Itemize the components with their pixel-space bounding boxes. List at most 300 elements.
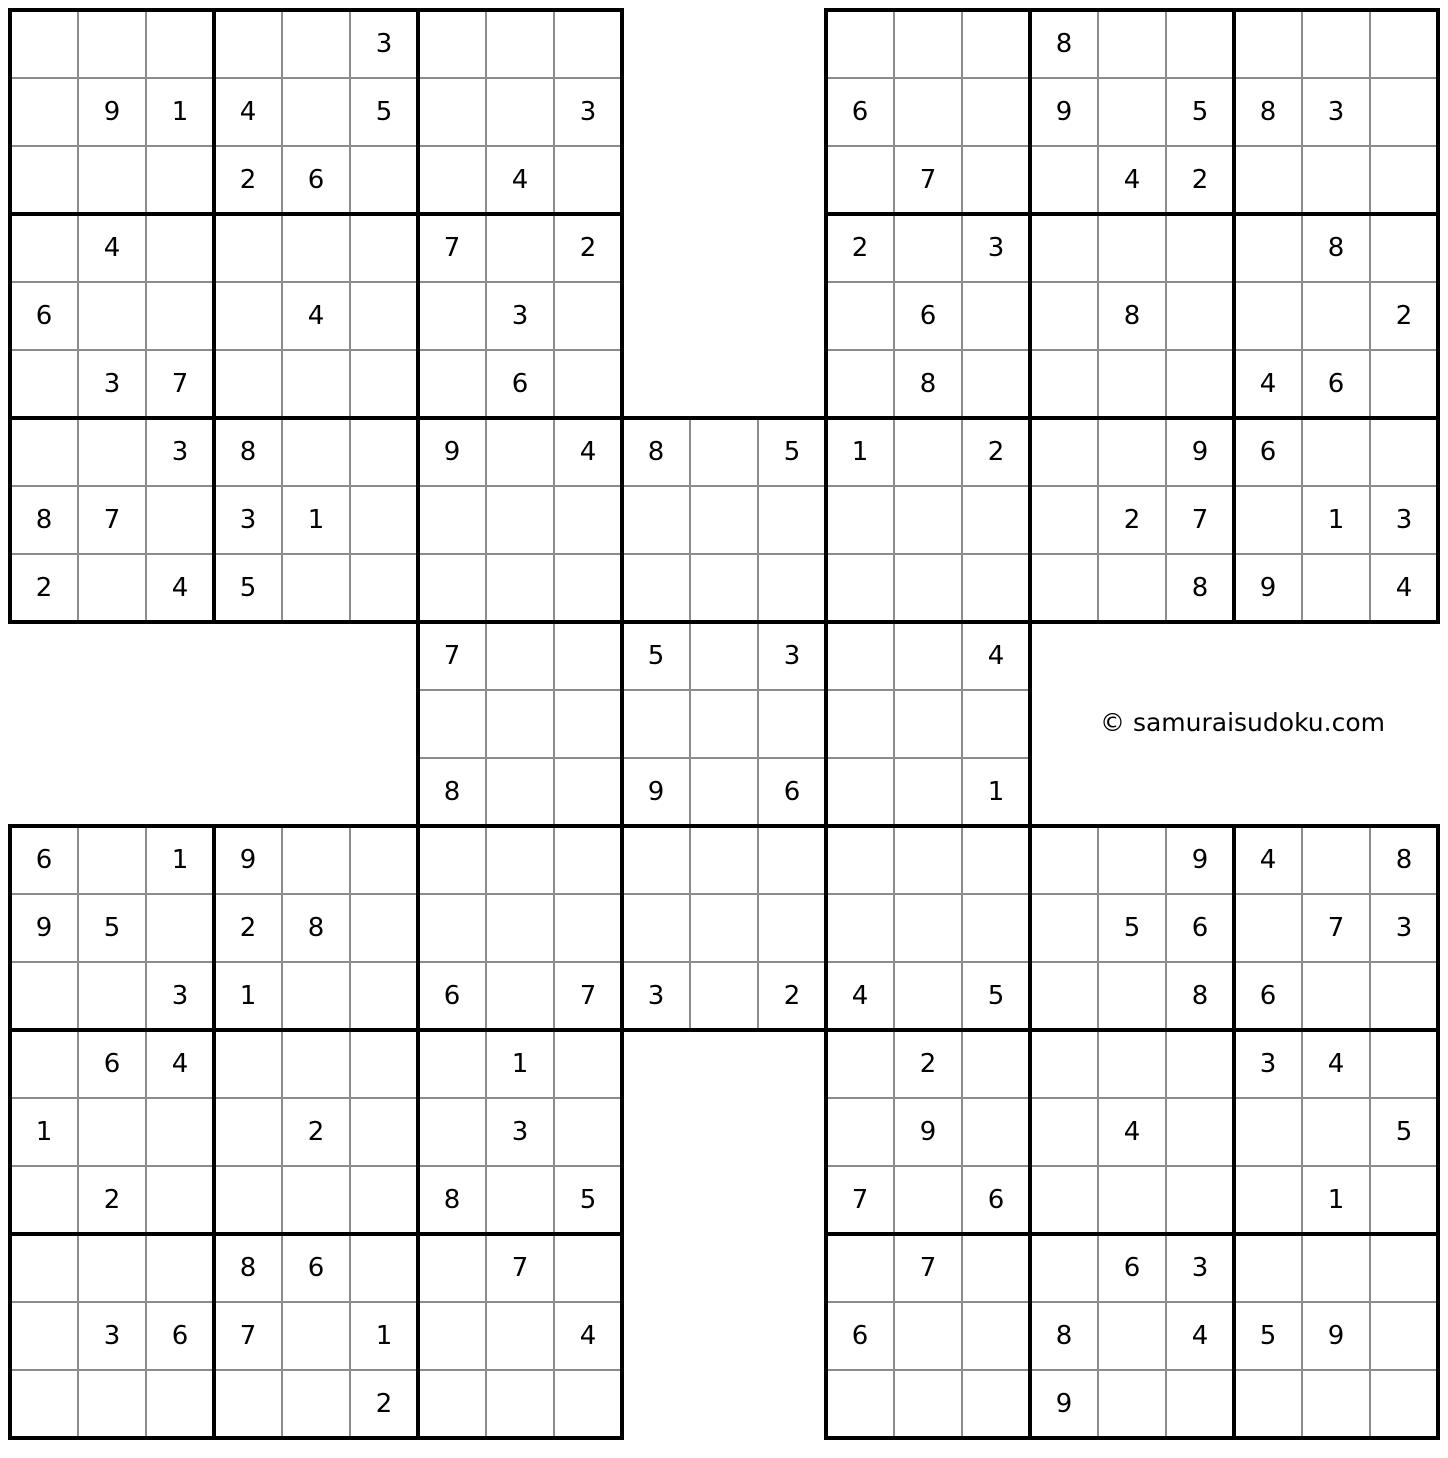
sudoku-cell[interactable]: 3 bbox=[1259, 1049, 1277, 1079]
sudoku-cell[interactable] bbox=[1234, 1370, 1302, 1438]
sudoku-cell[interactable] bbox=[1302, 10, 1370, 78]
sudoku-cell[interactable]: 6 bbox=[987, 1185, 1005, 1215]
sudoku-cell[interactable]: 3 bbox=[171, 437, 189, 467]
sudoku-cell[interactable] bbox=[962, 1098, 1030, 1166]
sudoku-cell[interactable]: 9 bbox=[647, 777, 665, 807]
sudoku-cell[interactable] bbox=[1302, 554, 1370, 622]
sudoku-cell[interactable] bbox=[894, 1302, 962, 1370]
sudoku-cell[interactable]: 5 bbox=[1395, 1117, 1413, 1147]
sudoku-cell[interactable] bbox=[826, 758, 894, 826]
sudoku-cell[interactable] bbox=[962, 1030, 1030, 1098]
sudoku-cell[interactable]: 2 bbox=[35, 573, 53, 603]
sudoku-cell[interactable]: 3 bbox=[647, 981, 665, 1011]
sudoku-cell[interactable] bbox=[758, 690, 826, 758]
sudoku-cell[interactable] bbox=[554, 690, 622, 758]
sudoku-cell[interactable] bbox=[1030, 826, 1098, 894]
sudoku-cell[interactable] bbox=[554, 1234, 622, 1302]
sudoku-cell[interactable] bbox=[826, 486, 894, 554]
sudoku-cell[interactable]: 9 bbox=[1191, 845, 1209, 875]
sudoku-cell[interactable]: 4 bbox=[171, 573, 189, 603]
sudoku-cell[interactable]: 4 bbox=[307, 301, 325, 331]
sudoku-cell[interactable] bbox=[1302, 962, 1370, 1030]
sudoku-cell[interactable] bbox=[554, 1030, 622, 1098]
sudoku-cell[interactable] bbox=[418, 826, 486, 894]
sudoku-cell[interactable] bbox=[1234, 1166, 1302, 1234]
sudoku-cell[interactable]: 2 bbox=[239, 913, 257, 943]
sudoku-cell[interactable] bbox=[1234, 146, 1302, 214]
sudoku-cell[interactable] bbox=[554, 486, 622, 554]
sudoku-cell[interactable] bbox=[758, 894, 826, 962]
sudoku-cell[interactable] bbox=[1370, 1166, 1438, 1234]
sudoku-cell[interactable] bbox=[1166, 282, 1234, 350]
sudoku-cell[interactable]: 7 bbox=[919, 1253, 937, 1283]
sudoku-cell[interactable]: 6 bbox=[443, 981, 461, 1011]
sudoku-cell[interactable]: 9 bbox=[103, 97, 121, 127]
sudoku-cell[interactable]: 3 bbox=[579, 97, 597, 127]
sudoku-cell[interactable]: 6 bbox=[919, 301, 937, 331]
sudoku-cell[interactable] bbox=[690, 622, 758, 690]
sudoku-cell[interactable]: 3 bbox=[1395, 913, 1413, 943]
sudoku-cell[interactable] bbox=[10, 1234, 78, 1302]
sudoku-cell[interactable] bbox=[1166, 1098, 1234, 1166]
sudoku-cell[interactable] bbox=[1370, 214, 1438, 282]
sudoku-cell[interactable] bbox=[1370, 10, 1438, 78]
sudoku-cell[interactable] bbox=[1098, 826, 1166, 894]
sudoku-cell[interactable] bbox=[418, 78, 486, 146]
sudoku-cell[interactable] bbox=[554, 1098, 622, 1166]
sudoku-cell[interactable]: 6 bbox=[307, 165, 325, 195]
sudoku-cell[interactable] bbox=[826, 1234, 894, 1302]
sudoku-cell[interactable] bbox=[1098, 78, 1166, 146]
sudoku-cell[interactable] bbox=[350, 1234, 418, 1302]
sudoku-cell[interactable]: 5 bbox=[1191, 97, 1209, 127]
sudoku-cell[interactable]: 9 bbox=[1055, 97, 1073, 127]
sudoku-cell[interactable]: 8 bbox=[443, 1185, 461, 1215]
sudoku-cell[interactable] bbox=[758, 486, 826, 554]
sudoku-cell[interactable] bbox=[1030, 1166, 1098, 1234]
sudoku-cell[interactable] bbox=[554, 10, 622, 78]
sudoku-cell[interactable] bbox=[622, 486, 690, 554]
sudoku-cell[interactable] bbox=[894, 826, 962, 894]
sudoku-cell[interactable]: 3 bbox=[987, 233, 1005, 263]
sudoku-cell[interactable]: 8 bbox=[1123, 301, 1141, 331]
sudoku-cell[interactable] bbox=[78, 10, 146, 78]
sudoku-cell[interactable] bbox=[10, 1302, 78, 1370]
sudoku-cell[interactable]: 9 bbox=[919, 1117, 937, 1147]
sudoku-cell[interactable] bbox=[486, 78, 554, 146]
sudoku-cell[interactable] bbox=[1166, 1166, 1234, 1234]
sudoku-cell[interactable] bbox=[214, 214, 282, 282]
sudoku-cell[interactable] bbox=[1370, 1302, 1438, 1370]
sudoku-cell[interactable] bbox=[962, 146, 1030, 214]
sudoku-cell[interactable]: 3 bbox=[1395, 505, 1413, 535]
sudoku-cell[interactable]: 8 bbox=[1327, 233, 1345, 263]
sudoku-cell[interactable] bbox=[826, 894, 894, 962]
sudoku-cell[interactable]: 4 bbox=[1395, 573, 1413, 603]
sudoku-cell[interactable] bbox=[418, 350, 486, 418]
sudoku-cell[interactable]: 6 bbox=[35, 845, 53, 875]
sudoku-cell[interactable] bbox=[690, 418, 758, 486]
sudoku-cell[interactable]: 9 bbox=[35, 913, 53, 943]
sudoku-cell[interactable]: 1 bbox=[239, 981, 257, 1011]
sudoku-cell[interactable]: 5 bbox=[647, 641, 665, 671]
sudoku-cell[interactable]: 3 bbox=[783, 641, 801, 671]
sudoku-cell[interactable] bbox=[826, 554, 894, 622]
sudoku-cell[interactable]: 7 bbox=[1191, 505, 1209, 535]
sudoku-cell[interactable]: 4 bbox=[103, 233, 121, 263]
sudoku-cell[interactable]: 4 bbox=[1191, 1321, 1209, 1351]
sudoku-cell[interactable] bbox=[10, 10, 78, 78]
sudoku-cell[interactable] bbox=[1370, 78, 1438, 146]
sudoku-cell[interactable] bbox=[146, 1234, 214, 1302]
sudoku-cell[interactable] bbox=[214, 1166, 282, 1234]
sudoku-cell[interactable] bbox=[1030, 894, 1098, 962]
sudoku-cell[interactable] bbox=[826, 282, 894, 350]
sudoku-cell[interactable]: 8 bbox=[239, 437, 257, 467]
sudoku-cell[interactable] bbox=[690, 758, 758, 826]
sudoku-cell[interactable]: 5 bbox=[1123, 913, 1141, 943]
sudoku-cell[interactable] bbox=[1234, 1234, 1302, 1302]
sudoku-cell[interactable] bbox=[1030, 486, 1098, 554]
sudoku-cell[interactable]: 2 bbox=[987, 437, 1005, 467]
sudoku-cell[interactable] bbox=[486, 418, 554, 486]
sudoku-cell[interactable]: 4 bbox=[511, 165, 529, 195]
sudoku-cell[interactable]: 6 bbox=[1327, 369, 1345, 399]
sudoku-cell[interactable] bbox=[826, 10, 894, 78]
sudoku-cell[interactable]: 2 bbox=[1123, 505, 1141, 535]
sudoku-cell[interactable]: 2 bbox=[919, 1049, 937, 1079]
sudoku-cell[interactable] bbox=[282, 350, 350, 418]
sudoku-cell[interactable] bbox=[418, 10, 486, 78]
sudoku-cell[interactable] bbox=[1370, 962, 1438, 1030]
sudoku-cell[interactable] bbox=[350, 894, 418, 962]
sudoku-cell[interactable] bbox=[282, 418, 350, 486]
sudoku-cell[interactable]: 7 bbox=[579, 981, 597, 1011]
sudoku-cell[interactable] bbox=[1098, 350, 1166, 418]
sudoku-cell[interactable]: 1 bbox=[1327, 505, 1345, 535]
sudoku-cell[interactable]: 6 bbox=[171, 1321, 189, 1351]
sudoku-cell[interactable]: 8 bbox=[1395, 845, 1413, 875]
sudoku-cell[interactable] bbox=[894, 894, 962, 962]
sudoku-cell[interactable]: 8 bbox=[1259, 97, 1277, 127]
sudoku-cell[interactable] bbox=[894, 690, 962, 758]
sudoku-cell[interactable]: 6 bbox=[851, 1321, 869, 1351]
sudoku-cell[interactable]: 5 bbox=[783, 437, 801, 467]
sudoku-cell[interactable] bbox=[826, 826, 894, 894]
sudoku-cell[interactable] bbox=[418, 282, 486, 350]
sudoku-cell[interactable] bbox=[1302, 1234, 1370, 1302]
sudoku-cell[interactable] bbox=[894, 10, 962, 78]
sudoku-cell[interactable]: 8 bbox=[1191, 573, 1209, 603]
sudoku-cell[interactable] bbox=[1098, 962, 1166, 1030]
sudoku-cell[interactable] bbox=[894, 554, 962, 622]
sudoku-cell[interactable]: 6 bbox=[103, 1049, 121, 1079]
sudoku-cell[interactable] bbox=[486, 826, 554, 894]
sudoku-cell[interactable] bbox=[962, 826, 1030, 894]
sudoku-cell[interactable]: 1 bbox=[307, 505, 325, 535]
sudoku-cell[interactable] bbox=[418, 146, 486, 214]
sudoku-cell[interactable]: 4 bbox=[1123, 165, 1141, 195]
sudoku-cell[interactable] bbox=[758, 554, 826, 622]
sudoku-cell[interactable]: 9 bbox=[443, 437, 461, 467]
sudoku-cell[interactable] bbox=[1030, 1098, 1098, 1166]
sudoku-cell[interactable] bbox=[962, 282, 1030, 350]
sudoku-cell[interactable] bbox=[758, 826, 826, 894]
sudoku-cell[interactable] bbox=[962, 350, 1030, 418]
sudoku-cell[interactable] bbox=[78, 1098, 146, 1166]
sudoku-cell[interactable]: 3 bbox=[375, 29, 393, 59]
sudoku-cell[interactable] bbox=[1166, 350, 1234, 418]
sudoku-cell[interactable] bbox=[350, 1098, 418, 1166]
sudoku-cell[interactable] bbox=[1166, 10, 1234, 78]
sudoku-cell[interactable] bbox=[146, 282, 214, 350]
sudoku-cell[interactable] bbox=[962, 10, 1030, 78]
sudoku-cell[interactable]: 3 bbox=[239, 505, 257, 535]
sudoku-cell[interactable] bbox=[350, 826, 418, 894]
sudoku-cell[interactable] bbox=[962, 1234, 1030, 1302]
sudoku-cell[interactable] bbox=[10, 1030, 78, 1098]
sudoku-cell[interactable] bbox=[690, 486, 758, 554]
sudoku-cell[interactable] bbox=[78, 826, 146, 894]
sudoku-cell[interactable] bbox=[486, 962, 554, 1030]
sudoku-cell[interactable] bbox=[962, 554, 1030, 622]
sudoku-cell[interactable] bbox=[894, 486, 962, 554]
sudoku-cell[interactable] bbox=[554, 622, 622, 690]
sudoku-cell[interactable]: 8 bbox=[1055, 29, 1073, 59]
sudoku-cell[interactable]: 4 bbox=[1123, 1117, 1141, 1147]
sudoku-cell[interactable]: 5 bbox=[1259, 1321, 1277, 1351]
sudoku-cell[interactable] bbox=[1302, 282, 1370, 350]
sudoku-cell[interactable] bbox=[418, 1370, 486, 1438]
sudoku-cell[interactable]: 2 bbox=[375, 1389, 393, 1419]
sudoku-cell[interactable] bbox=[486, 214, 554, 282]
sudoku-cell[interactable] bbox=[1030, 146, 1098, 214]
sudoku-cell[interactable]: 4 bbox=[1259, 369, 1277, 399]
sudoku-cell[interactable] bbox=[826, 622, 894, 690]
sudoku-cell[interactable]: 1 bbox=[375, 1321, 393, 1351]
sudoku-cell[interactable] bbox=[1370, 418, 1438, 486]
sudoku-cell[interactable] bbox=[146, 214, 214, 282]
sudoku-cell[interactable] bbox=[418, 486, 486, 554]
sudoku-cell[interactable] bbox=[350, 350, 418, 418]
sudoku-cell[interactable] bbox=[1234, 1098, 1302, 1166]
sudoku-cell[interactable] bbox=[1370, 1370, 1438, 1438]
sudoku-cell[interactable] bbox=[10, 78, 78, 146]
sudoku-cell[interactable]: 2 bbox=[1395, 301, 1413, 331]
sudoku-cell[interactable]: 7 bbox=[171, 369, 189, 399]
sudoku-cell[interactable] bbox=[10, 962, 78, 1030]
sudoku-cell[interactable]: 5 bbox=[579, 1185, 597, 1215]
sudoku-cell[interactable] bbox=[554, 826, 622, 894]
sudoku-cell[interactable] bbox=[962, 1370, 1030, 1438]
sudoku-cell[interactable]: 7 bbox=[443, 641, 461, 671]
sudoku-cell[interactable] bbox=[350, 486, 418, 554]
sudoku-cell[interactable]: 1 bbox=[35, 1117, 53, 1147]
sudoku-cell[interactable] bbox=[1098, 554, 1166, 622]
sudoku-cell[interactable] bbox=[1302, 1370, 1370, 1438]
sudoku-cell[interactable]: 2 bbox=[103, 1185, 121, 1215]
sudoku-cell[interactable]: 6 bbox=[1259, 437, 1277, 467]
sudoku-cell[interactable] bbox=[826, 1030, 894, 1098]
sudoku-cell[interactable] bbox=[214, 350, 282, 418]
sudoku-cell[interactable]: 1 bbox=[171, 97, 189, 127]
sudoku-cell[interactable] bbox=[350, 418, 418, 486]
sudoku-cell[interactable]: 1 bbox=[851, 437, 869, 467]
sudoku-cell[interactable] bbox=[1030, 962, 1098, 1030]
sudoku-cell[interactable] bbox=[826, 350, 894, 418]
sudoku-cell[interactable] bbox=[1030, 350, 1098, 418]
sudoku-cell[interactable] bbox=[1234, 894, 1302, 962]
sudoku-cell[interactable] bbox=[350, 962, 418, 1030]
sudoku-cell[interactable]: 4 bbox=[1259, 845, 1277, 875]
sudoku-cell[interactable] bbox=[1098, 418, 1166, 486]
sudoku-cell[interactable] bbox=[282, 554, 350, 622]
sudoku-cell[interactable] bbox=[282, 214, 350, 282]
sudoku-cell[interactable] bbox=[554, 1370, 622, 1438]
sudoku-cell[interactable] bbox=[282, 1166, 350, 1234]
sudoku-cell[interactable] bbox=[282, 78, 350, 146]
sudoku-cell[interactable] bbox=[350, 1030, 418, 1098]
sudoku-cell[interactable] bbox=[1234, 486, 1302, 554]
sudoku-cell[interactable]: 3 bbox=[1191, 1253, 1209, 1283]
sudoku-cell[interactable] bbox=[1302, 146, 1370, 214]
sudoku-cell[interactable]: 3 bbox=[171, 981, 189, 1011]
sudoku-cell[interactable]: 2 bbox=[783, 981, 801, 1011]
sudoku-cell[interactable] bbox=[214, 1030, 282, 1098]
sudoku-cell[interactable]: 5 bbox=[239, 573, 257, 603]
sudoku-cell[interactable]: 8 bbox=[919, 369, 937, 399]
sudoku-cell[interactable] bbox=[1030, 418, 1098, 486]
sudoku-cell[interactable]: 5 bbox=[103, 913, 121, 943]
sudoku-cell[interactable]: 2 bbox=[579, 233, 597, 263]
sudoku-cell[interactable] bbox=[1030, 282, 1098, 350]
sudoku-cell[interactable] bbox=[962, 690, 1030, 758]
sudoku-cell[interactable] bbox=[554, 554, 622, 622]
sudoku-cell[interactable] bbox=[690, 962, 758, 1030]
sudoku-cell[interactable] bbox=[622, 554, 690, 622]
sudoku-cell[interactable] bbox=[418, 554, 486, 622]
sudoku-cell[interactable] bbox=[1234, 214, 1302, 282]
sudoku-cell[interactable] bbox=[350, 214, 418, 282]
sudoku-cell[interactable] bbox=[1098, 1166, 1166, 1234]
sudoku-cell[interactable]: 9 bbox=[1055, 1389, 1073, 1419]
sudoku-cell[interactable]: 7 bbox=[443, 233, 461, 263]
sudoku-cell[interactable] bbox=[894, 962, 962, 1030]
sudoku-cell[interactable] bbox=[486, 690, 554, 758]
sudoku-cell[interactable] bbox=[1302, 418, 1370, 486]
sudoku-cell[interactable] bbox=[486, 758, 554, 826]
sudoku-cell[interactable]: 7 bbox=[919, 165, 937, 195]
sudoku-cell[interactable] bbox=[78, 1234, 146, 1302]
sudoku-cell[interactable] bbox=[146, 1098, 214, 1166]
sudoku-cell[interactable]: 7 bbox=[103, 505, 121, 535]
sudoku-cell[interactable] bbox=[554, 146, 622, 214]
sudoku-cell[interactable] bbox=[10, 146, 78, 214]
sudoku-cell[interactable] bbox=[486, 554, 554, 622]
sudoku-cell[interactable] bbox=[418, 1098, 486, 1166]
sudoku-cell[interactable] bbox=[282, 962, 350, 1030]
sudoku-cell[interactable] bbox=[282, 826, 350, 894]
sudoku-cell[interactable] bbox=[894, 1166, 962, 1234]
sudoku-cell[interactable]: 2 bbox=[239, 165, 257, 195]
sudoku-cell[interactable]: 7 bbox=[511, 1253, 529, 1283]
sudoku-cell[interactable]: 8 bbox=[1055, 1321, 1073, 1351]
sudoku-cell[interactable] bbox=[690, 554, 758, 622]
sudoku-cell[interactable] bbox=[214, 10, 282, 78]
sudoku-cell[interactable] bbox=[1030, 554, 1098, 622]
sudoku-cell[interactable] bbox=[894, 78, 962, 146]
sudoku-cell[interactable] bbox=[962, 1302, 1030, 1370]
sudoku-cell[interactable] bbox=[622, 690, 690, 758]
sudoku-cell[interactable] bbox=[1370, 1030, 1438, 1098]
sudoku-cell[interactable]: 2 bbox=[307, 1117, 325, 1147]
sudoku-cell[interactable] bbox=[1030, 214, 1098, 282]
sudoku-cell[interactable] bbox=[554, 758, 622, 826]
sudoku-cell[interactable] bbox=[1234, 282, 1302, 350]
sudoku-cell[interactable]: 1 bbox=[511, 1049, 529, 1079]
sudoku-cell[interactable]: 4 bbox=[579, 437, 597, 467]
sudoku-cell[interactable]: 9 bbox=[1327, 1321, 1345, 1351]
sudoku-cell[interactable]: 4 bbox=[1327, 1049, 1345, 1079]
sudoku-cell[interactable] bbox=[554, 282, 622, 350]
sudoku-cell[interactable] bbox=[146, 894, 214, 962]
sudoku-cell[interactable]: 4 bbox=[171, 1049, 189, 1079]
sudoku-cell[interactable]: 9 bbox=[1191, 437, 1209, 467]
sudoku-cell[interactable] bbox=[486, 1166, 554, 1234]
sudoku-cell[interactable] bbox=[10, 214, 78, 282]
sudoku-cell[interactable]: 6 bbox=[1259, 981, 1277, 1011]
sudoku-cell[interactable] bbox=[146, 1370, 214, 1438]
sudoku-cell[interactable]: 5 bbox=[375, 97, 393, 127]
sudoku-cell[interactable]: 4 bbox=[987, 641, 1005, 671]
sudoku-cell[interactable]: 8 bbox=[239, 1253, 257, 1283]
sudoku-cell[interactable]: 8 bbox=[35, 505, 53, 535]
sudoku-cell[interactable]: 2 bbox=[851, 233, 869, 263]
sudoku-cell[interactable] bbox=[146, 486, 214, 554]
sudoku-cell[interactable] bbox=[690, 894, 758, 962]
sudoku-cell[interactable]: 7 bbox=[239, 1321, 257, 1351]
sudoku-cell[interactable] bbox=[486, 894, 554, 962]
sudoku-cell[interactable]: 4 bbox=[239, 97, 257, 127]
sudoku-cell[interactable]: 1 bbox=[1327, 1185, 1345, 1215]
sudoku-cell[interactable]: 8 bbox=[1191, 981, 1209, 1011]
sudoku-cell[interactable] bbox=[1234, 10, 1302, 78]
sudoku-cell[interactable] bbox=[826, 1098, 894, 1166]
sudoku-cell[interactable] bbox=[894, 214, 962, 282]
sudoku-cell[interactable] bbox=[1370, 350, 1438, 418]
sudoku-cell[interactable] bbox=[418, 1234, 486, 1302]
sudoku-cell[interactable] bbox=[78, 418, 146, 486]
sudoku-cell[interactable]: 4 bbox=[851, 981, 869, 1011]
sudoku-cell[interactable] bbox=[826, 146, 894, 214]
sudoku-cell[interactable] bbox=[350, 554, 418, 622]
sudoku-cell[interactable] bbox=[962, 78, 1030, 146]
sudoku-cell[interactable] bbox=[1302, 1098, 1370, 1166]
sudoku-cell[interactable] bbox=[78, 1370, 146, 1438]
sudoku-cell[interactable] bbox=[1166, 1370, 1234, 1438]
sudoku-cell[interactable] bbox=[146, 10, 214, 78]
sudoku-cell[interactable] bbox=[418, 1302, 486, 1370]
sudoku-cell[interactable]: 6 bbox=[783, 777, 801, 807]
sudoku-cell[interactable] bbox=[1098, 1302, 1166, 1370]
sudoku-cell[interactable] bbox=[486, 1302, 554, 1370]
sudoku-cell[interactable] bbox=[1370, 146, 1438, 214]
sudoku-cell[interactable]: 7 bbox=[851, 1185, 869, 1215]
sudoku-cell[interactable] bbox=[690, 826, 758, 894]
sudoku-cell[interactable] bbox=[1166, 1030, 1234, 1098]
sudoku-cell[interactable]: 3 bbox=[511, 1117, 529, 1147]
sudoku-cell[interactable] bbox=[350, 146, 418, 214]
